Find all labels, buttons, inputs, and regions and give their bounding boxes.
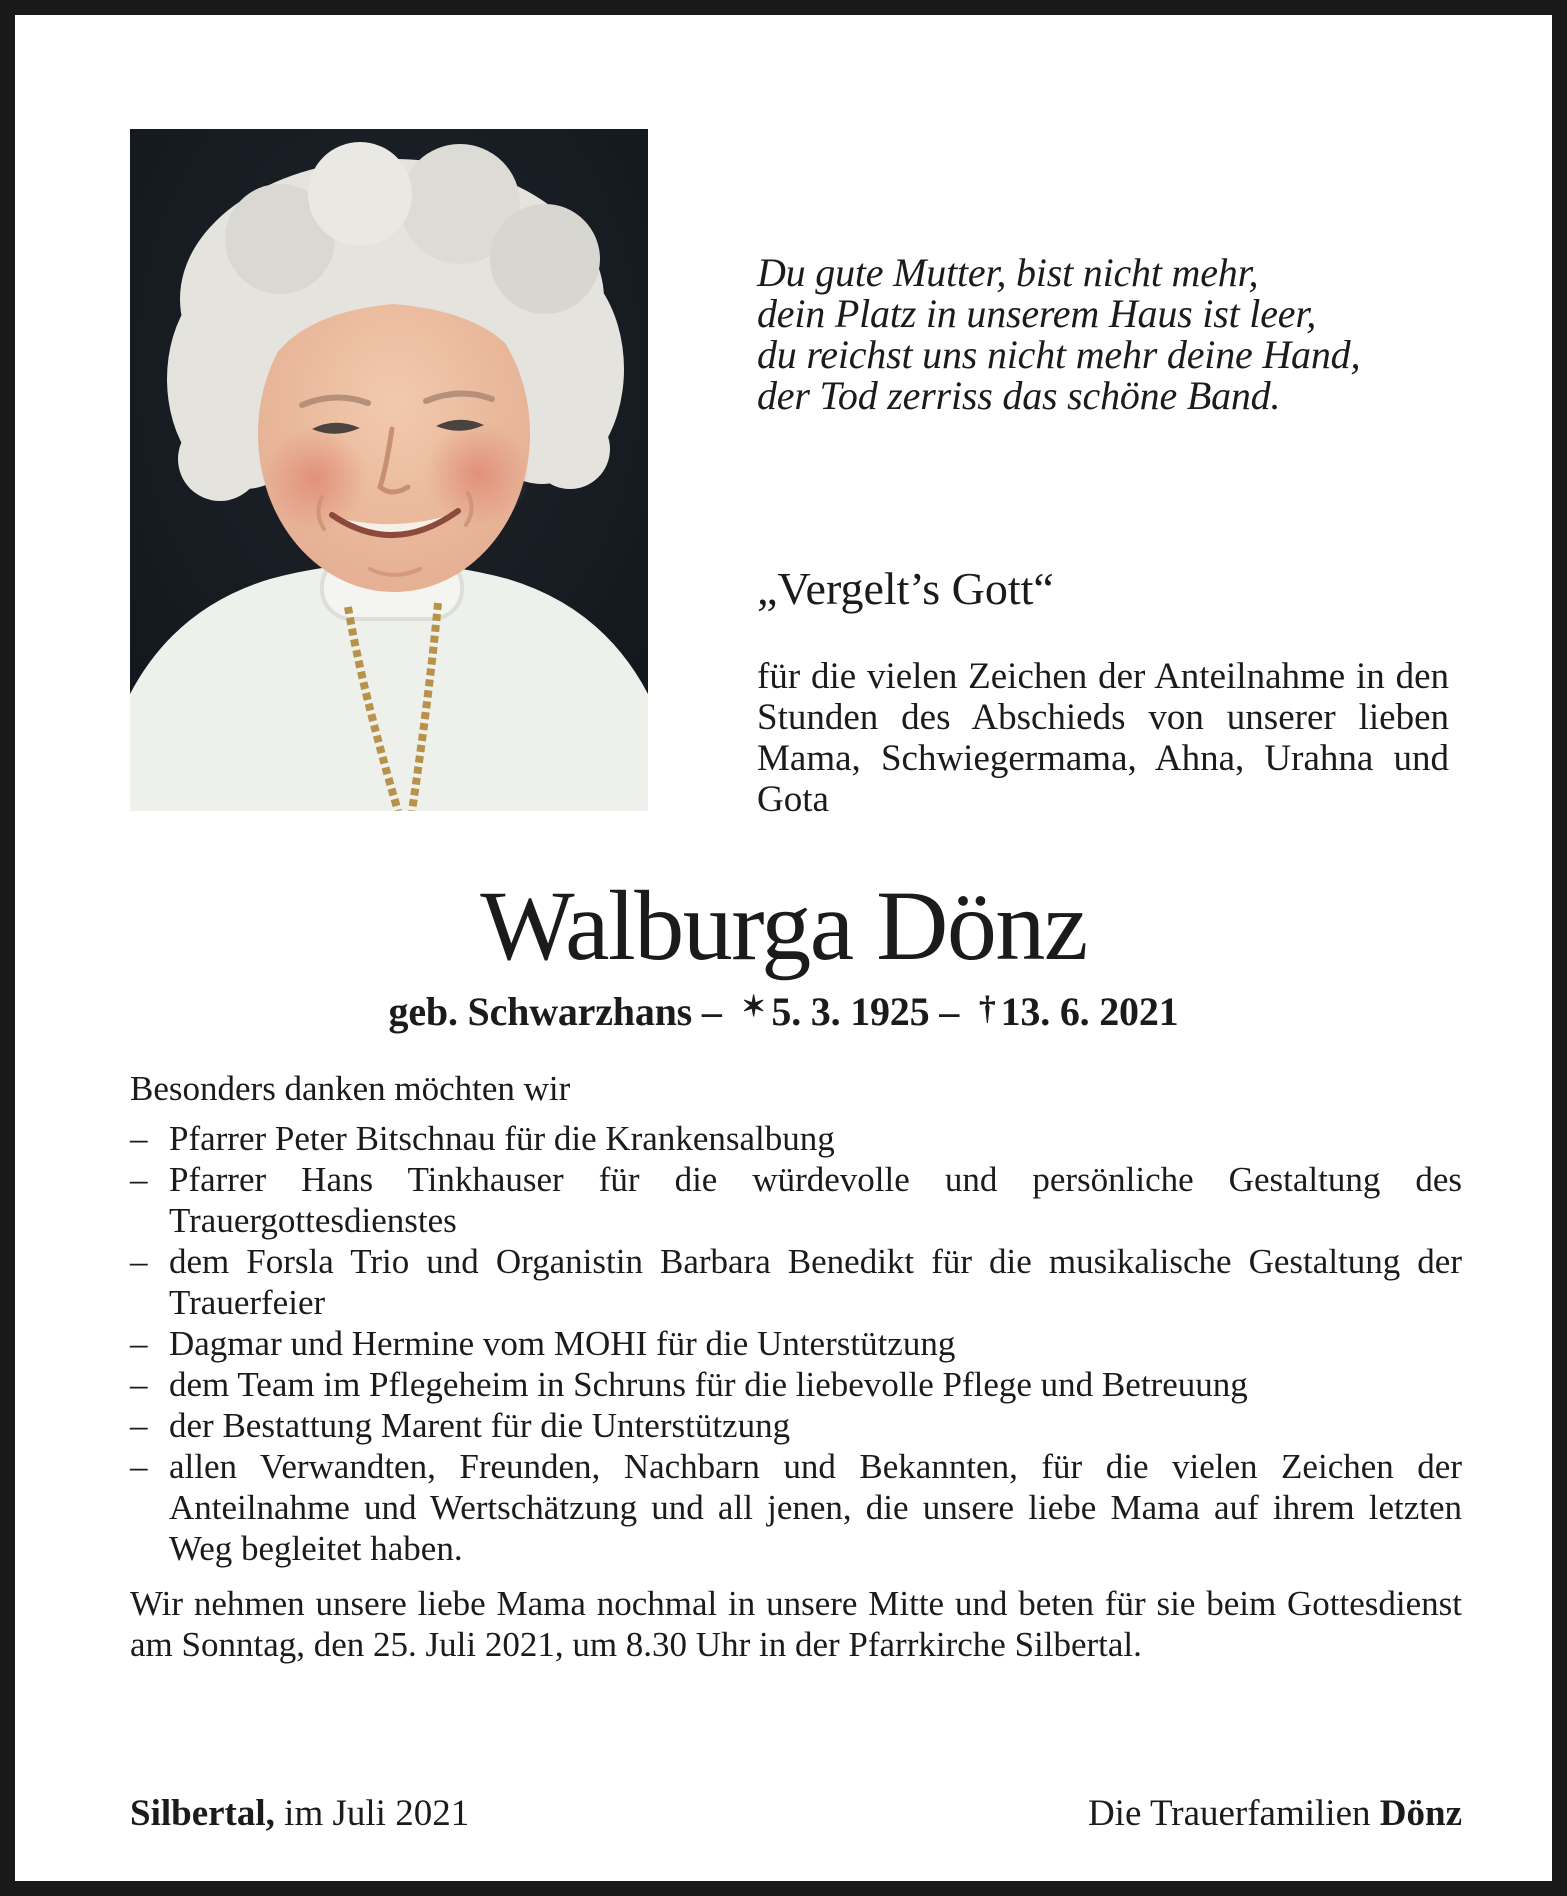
portrait-illustration [130, 129, 648, 811]
thanks-item-text: Dagmar und Hermine vom MOHI für die Unterstützung [169, 1324, 956, 1363]
right-column [757, 252, 1449, 820]
footer-date: im Juli 2021 [284, 1793, 470, 1834]
thanks-item [130, 1364, 1462, 1405]
deceased-name: Walburga Dönz [480, 870, 1087, 981]
thanks-item [130, 1118, 1462, 1159]
footer [130, 1792, 1462, 1835]
acknowledgement-heading: „Vergelt’s Gott“ [757, 563, 1054, 614]
separator: – [929, 989, 969, 1034]
thanks-item-text: Pfarrer Peter Bitschnau für die Krankensalbung [169, 1119, 835, 1158]
bullet-dash: – [130, 1324, 148, 1363]
footer-place: Silbertal, [130, 1793, 275, 1834]
thanks-item [130, 1323, 1462, 1364]
thanks-item-text: Pfarrer Hans Tinkhauser für die würdevolle und persönliche Gestaltung des Trauergottesdienstes [169, 1160, 1462, 1240]
footer-family [1088, 1792, 1462, 1835]
cheek-right [426, 422, 530, 526]
thanks-item [130, 1405, 1462, 1446]
bullet-dash: – [130, 1160, 148, 1199]
acknowledgement-body: für die vielen Zeichen der Anteilnahme in den Stunden des Abschieds von unserer lieben Mama, Schwiegermama, Ahna, Urahna und Gota [757, 656, 1449, 820]
poem-line: du reichst uns nicht mehr deine Hand, [757, 332, 1361, 377]
headline-block [15, 870, 1552, 1035]
closing-paragraph: Wir nehmen unsere liebe Mama nochmal in unsere Mitte und beten für sie beim Gottesdienst am Sonntag, den 25. Juli 2021, um 8.30 Uhr in der Pfarrkirche Silbertal. [130, 1584, 1462, 1664]
bullet-dash: – [130, 1242, 148, 1281]
thanks-item-text: der Bestattung Marent für die Unterstützung [169, 1406, 791, 1445]
deceased-dates [15, 988, 1552, 1035]
footer-family-prefix: Die Trauerfamilien [1087, 1793, 1371, 1834]
death-cross-icon: † [978, 989, 996, 1027]
bullet-dash: – [130, 1447, 148, 1486]
thanks-item [130, 1241, 1462, 1323]
bullet-dash: – [130, 1365, 148, 1404]
poem-line: Du gute Mutter, bist nicht mehr, [757, 250, 1259, 295]
poem-line: der Tod zerriss das schöne Band. [757, 373, 1281, 418]
bullet-dash: – [130, 1119, 148, 1158]
cheek-left [263, 427, 367, 531]
death-date: 13. 6. 2021 [1000, 989, 1179, 1034]
separator: – [692, 989, 732, 1034]
portrait-photo [130, 129, 648, 811]
footer-family-name: Dönz [1379, 1793, 1462, 1834]
thanks-item-text: allen Verwandten, Freunden, Nachbarn und Bekannten, für die vielen Zeichen der Anteilnahme und Wertschätzung und all jenen, die unsere liebe Mama auf ihrem letzten Weg begleitet haben. [169, 1447, 1462, 1568]
poem-line: dein Platz in unserem Haus ist leer, [757, 291, 1317, 336]
thanks-item [130, 1159, 1462, 1241]
memorial-poem [757, 252, 1449, 416]
thanks-item-text: dem Team im Pflegeheim in Schruns für die liebevolle Pflege und Betreuung [169, 1365, 1248, 1404]
bullet-dash: – [130, 1406, 148, 1445]
thanks-list [130, 1118, 1462, 1569]
thanks-item-text: dem Forsla Trio und Organistin Barbara Benedikt für die musikalische Gestaltung der Trauerfeier [169, 1242, 1462, 1322]
thanks-item [130, 1446, 1462, 1569]
birth-star-icon: ✶ [741, 991, 766, 1024]
maiden-name: geb. Schwarzhans [388, 989, 693, 1034]
birth-date: 5. 3. 1925 [771, 989, 930, 1034]
thanks-intro: Besonders danken möchten wir [130, 1069, 571, 1108]
footer-place-date [130, 1792, 469, 1835]
thanks-section [130, 1068, 1462, 1665]
